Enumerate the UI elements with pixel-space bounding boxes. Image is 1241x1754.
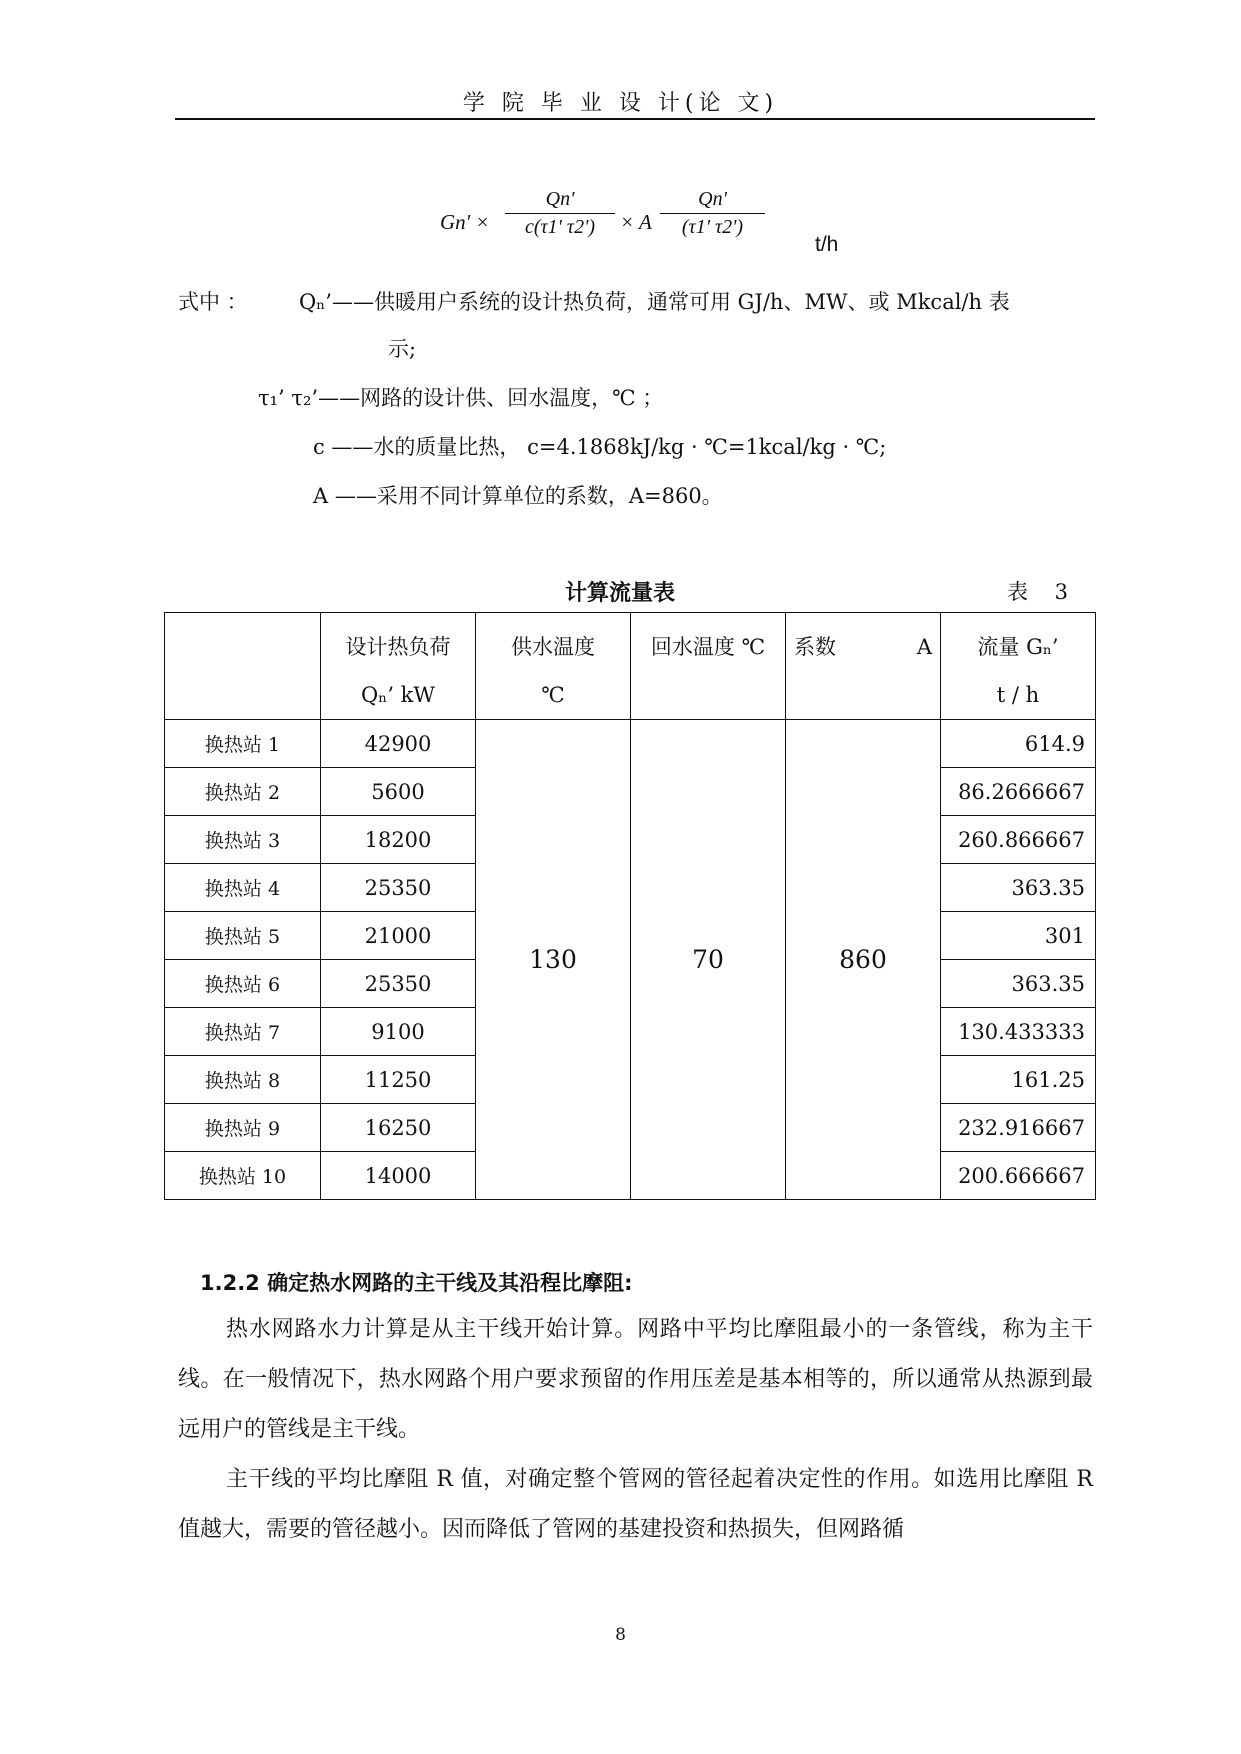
- station-load: 25350: [321, 864, 476, 912]
- station-load: 5600: [321, 768, 476, 816]
- formula-frac1-numerator: Qn': [545, 188, 575, 210]
- formula-unit: t/h: [815, 233, 839, 256]
- station-flow: 232.916667: [941, 1104, 1096, 1152]
- station-load: 9100: [321, 1008, 476, 1056]
- header-cell-return: [631, 613, 786, 720]
- body-paragraph-2: 主干线的平均比摩阻 R 值，对确定整个管网的管径起着决定性的作用。如选用比摩阻 R 值越大，需要的管径越小。因而降低了管网的基建投资和热损失，但网路循: [178, 1467, 1093, 1542]
- section-heading: 1.2.2 确定热水网路的主干线及其沿程比摩阻:: [200, 1271, 633, 1295]
- station-name: 换热站 9: [165, 1104, 321, 1152]
- station-name: 换热站 2: [165, 768, 321, 816]
- header-load-label: 设计热负荷: [345, 635, 451, 659]
- header-cell-name: [165, 613, 321, 720]
- station-name: 换热站 1: [165, 720, 321, 768]
- definition-heat-load: Qₙ’——供暖用户系统的设计热负荷，通常可用 GJ/h、MW、或 Mkcal/h 表: [299, 290, 1010, 314]
- return-temp-merged: 70: [631, 720, 786, 1200]
- station-flow: 161.25: [941, 1056, 1096, 1104]
- definition-temperatures: τ₁’ τ₂’——网路的设计供、回水温度，℃ ；: [258, 386, 664, 410]
- coefficient-merged: 860: [786, 720, 941, 1200]
- station-flow: 301: [941, 912, 1096, 960]
- station-load: 11250: [321, 1056, 476, 1104]
- header-coefficient-label: 系数: [794, 635, 836, 659]
- body-paragraph-1: 热水网路水力计算是从主干线开始计算。网路中平均比摩阻最小的一条管线，称为主干线。在一般情况下，热水网路个用户要求预留的作用压差是基本相等的，所以通常从热源到最远用户的管线是主干线。: [178, 1317, 1093, 1442]
- station-name: 换热站 8: [165, 1056, 321, 1104]
- station-flow: 363.35: [941, 960, 1096, 1008]
- header-return-label: 回水温度 ℃: [650, 635, 766, 659]
- station-flow: 363.35: [941, 864, 1096, 912]
- formula-frac1-denominator: c(τ1' τ2'): [524, 216, 596, 238]
- table-row: [165, 720, 1096, 768]
- header-flow-label: 流量 Gₙ’: [977, 635, 1059, 659]
- table-header-row: [165, 613, 1096, 720]
- station-flow: 200.666667: [941, 1152, 1096, 1200]
- station-name: 换热站 5: [165, 912, 321, 960]
- definition-specific-heat: c ——水的质量比热， c=4.1868kJ/kg · ℃=1kcal/kg · ℃;: [313, 435, 887, 459]
- header-supply-label: 供水温度: [511, 635, 595, 659]
- station-load: 21000: [321, 912, 476, 960]
- table-title: 计算流量表: [565, 581, 676, 606]
- page-number: 8: [615, 1625, 626, 1645]
- header-cell-coefficient: [786, 613, 941, 720]
- station-flow: 130.433333: [941, 1008, 1096, 1056]
- where-label: 式中 ：: [178, 290, 248, 314]
- station-load: 18200: [321, 816, 476, 864]
- formula-fraction-2: [660, 188, 765, 239]
- header-cell-supply: [476, 613, 631, 720]
- station-flow: 260.866667: [941, 816, 1096, 864]
- page-header-title: 学 院 毕 业 设 计(论 文): [462, 91, 779, 116]
- header-flow-unit: t / h: [996, 683, 1040, 707]
- header-divider: [175, 118, 1095, 120]
- formula-fraction-1: [505, 188, 615, 239]
- header-cell-load: [321, 613, 476, 720]
- flow-calculation-table: [164, 612, 1096, 1200]
- station-flow: 86.2666667: [941, 768, 1096, 816]
- flow-formula: [440, 188, 860, 258]
- station-name: 换热站 6: [165, 960, 321, 1008]
- header-coefficient-symbol: A: [916, 635, 932, 659]
- definition-heat-load-cont: 示;: [388, 337, 417, 361]
- header-supply-unit: ℃: [541, 683, 565, 707]
- header-cell-flow: [941, 613, 1096, 720]
- table-number: 表 3: [1007, 580, 1079, 604]
- formula-mid: × A: [620, 210, 652, 234]
- station-load: 42900: [321, 720, 476, 768]
- header-load-unit: Qₙ’ kW: [361, 683, 435, 707]
- station-load: 16250: [321, 1104, 476, 1152]
- station-load: 25350: [321, 960, 476, 1008]
- formula-frac2-denominator: (τ1' τ2'): [681, 216, 744, 238]
- station-name: 换热站 10: [165, 1152, 321, 1200]
- station-flow: 614.9: [941, 720, 1096, 768]
- formula-frac2-numerator: Qn': [698, 188, 727, 210]
- station-load: 14000: [321, 1152, 476, 1200]
- station-name: 换热站 7: [165, 1008, 321, 1056]
- supply-temp-merged: 130: [476, 720, 631, 1200]
- formula-lhs: Gn' ×: [440, 210, 490, 234]
- station-name: 换热站 4: [165, 864, 321, 912]
- station-name: 换热站 3: [165, 816, 321, 864]
- definition-coefficient: A ——采用不同计算单位的系数，A=860。: [313, 484, 723, 508]
